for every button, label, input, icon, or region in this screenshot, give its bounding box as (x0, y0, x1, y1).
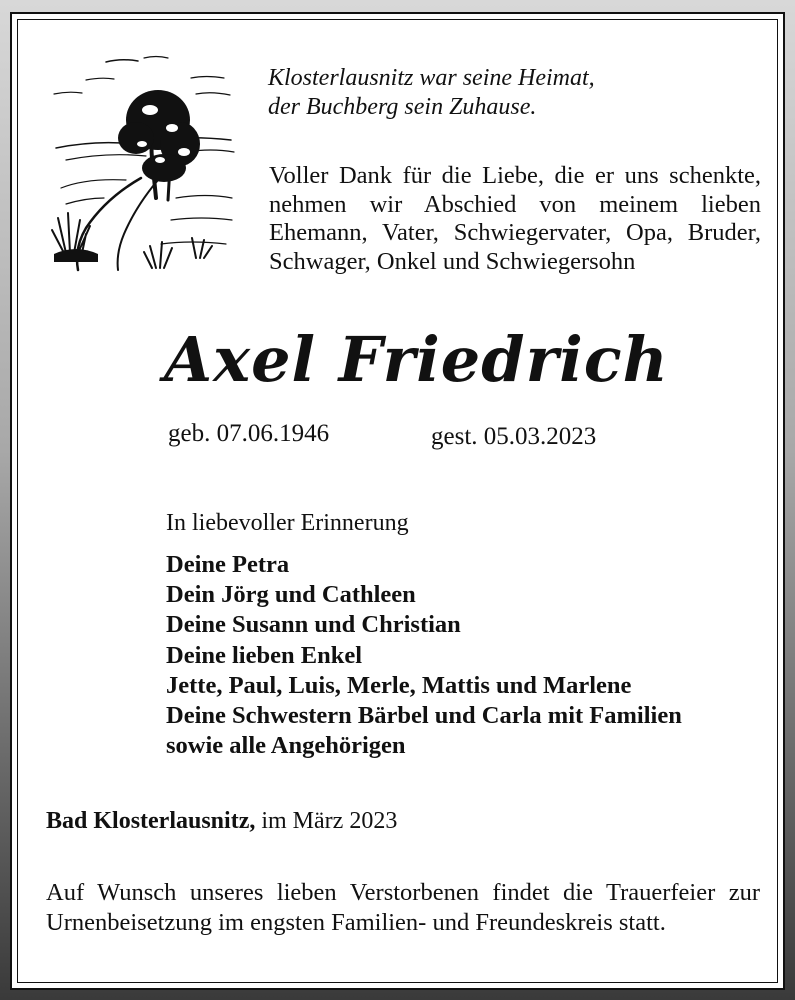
place-town: Bad Klosterlausnitz, (46, 808, 256, 834)
deceased-name: Axel Friedrich (164, 323, 669, 396)
place-month: im März 2023 (261, 808, 398, 834)
mourner-line: Deine Petra (166, 551, 290, 578)
funeral-note: Auf Wunsch unseres lieben Verstorbenen findet die Trauerfeier zur Urnenbeisetzung im engsten Familien- und Freundeskreis statt. (46, 879, 760, 936)
mourner-line: Deine Susann und Christian (166, 611, 461, 639)
obituary-card (10, 12, 785, 990)
place-date (46, 808, 397, 835)
birth-date: geb. 07.06.1946 (168, 420, 330, 447)
mourner-line: Dein Jörg und Cathleen (166, 581, 416, 609)
motto (268, 64, 768, 122)
memory-line: In liebevoller Erinnerung (166, 510, 409, 536)
mourner-line: Deine lieben Enkel (166, 641, 363, 669)
motto-line-2: der Buchberg sein Zuhause. (268, 94, 537, 120)
mourner-line: sowie alle Angehörigen (166, 732, 406, 760)
mourner-line: Jette, Paul, Luis, Merle, Mattis und Marlene (166, 671, 632, 699)
motto-line-1: Klosterlausnitz war seine Heimat, (268, 65, 595, 91)
death-date: gest. 05.03.2023 (431, 423, 597, 450)
mourner-line: Deine Schwestern Bärbel und Carla mit Familien (166, 702, 682, 730)
thanks-text: Voller Dank für die Liebe, die er uns schenkte, nehmen wir Abschied von meinem lieben Ehemann, Vater, Schwiegervater, Opa, Bruder, Schwager, Onkel und Schwiegersohn (269, 162, 761, 275)
tree-landscape-icon (46, 48, 236, 273)
inner-frame (17, 19, 778, 983)
mourners-list (166, 550, 786, 761)
